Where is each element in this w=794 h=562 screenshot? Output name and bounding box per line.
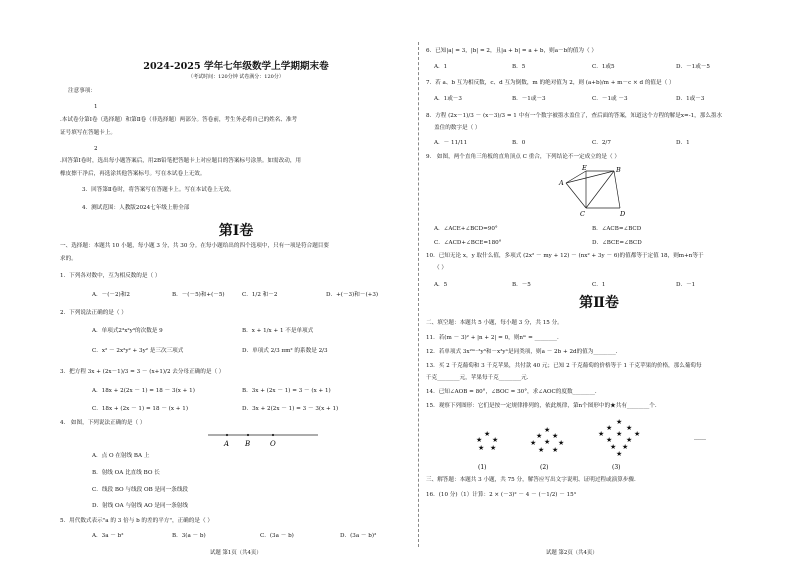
label-b: B — [616, 166, 621, 174]
left-page — [60, 0, 412, 562]
q6-option-c: C．1或5 — [592, 64, 615, 70]
q6-option-b: B．5 — [512, 64, 526, 70]
note-1-text: .本试卷分第Ⅰ卷（选择题）和第Ⅱ卷（非选择题）两部分。答卷前，考生务必将自己的姓名、准考 — [60, 117, 298, 123]
q8-stem: 8．方程 (2x－1)/3 － (x－3)/3 = 1 中有一个数字被墨水盖住了，查后面的答案，知道这个方程的解是x=-1，那么墨水 — [426, 113, 723, 119]
q3-stem: 3．把方程 3x + (2x－1)/3 = 3 － (x+1)/2 去分母正确的是（ ） — [60, 369, 225, 375]
q5-option-a: A．3a － b² — [92, 533, 124, 539]
q9-triangle-figure — [556, 163, 636, 219]
q1-stem: 1．下列各对数中，互为相反数的是（ ） — [60, 273, 161, 279]
q7-option-d: D．1或－3 — [676, 96, 705, 102]
q7-option-a: A．1或－3 — [434, 96, 462, 102]
notes-label: 注意事项： — [68, 88, 96, 94]
q8-option-d: D．1 — [676, 140, 690, 146]
q4-option-d: D．射线 OA 与射线 AO 是同一条射线 — [92, 503, 188, 509]
pattern-label-2: (2) — [540, 464, 549, 471]
star: ★ — [490, 444, 497, 452]
q7-option-b: B．－1或－3 — [512, 96, 546, 102]
q5-option-b: B．3(a － b) — [172, 533, 206, 539]
star: ★ — [552, 446, 559, 454]
star: ★ — [616, 430, 623, 438]
star: ★ — [622, 443, 629, 451]
q5-stem: 5．用代数式表示"a 的 3 倍与 b 的差的平方"，正确的是（ ） — [60, 518, 213, 524]
star: ★ — [478, 444, 485, 452]
star: ★ — [558, 439, 565, 447]
section2-intro: 二、填空题：本题共 5 小题，每小题 3 分，共 15 分。 — [426, 320, 563, 326]
q9-option-a: A．∠ACE+∠BCD=90° — [434, 226, 498, 232]
star: ★ — [552, 432, 559, 440]
page-divider — [418, 42, 419, 547]
q3-option-d: D．3x + 2(2x － 1) = 3 － 3(x + 1) — [242, 406, 339, 412]
q8-option-b: B．0 — [512, 140, 526, 146]
q12-stem: 12．若单项式 3x²ᵐ⁻³y³和－x³yⁿ是同类项，则a － 2b + 2d的值为________. — [426, 349, 618, 355]
q10-option-a: A．5 — [434, 282, 448, 288]
note-2-num: 2 — [94, 146, 98, 152]
note-1-num: 1 — [94, 104, 98, 110]
star: ★ — [606, 436, 613, 444]
q1-option-a: A．－(－2)和2 — [92, 292, 130, 298]
q16-stem: 16．(10 分)（1）计算：2 × (－3)² － 4 － (－1/2) － 15³ — [426, 492, 576, 498]
q2-stem: 2．下列说法正确的是（ ） — [60, 310, 127, 316]
point-a — [226, 434, 228, 436]
page-footer-left: 试题 第1页（共4页） — [210, 550, 262, 556]
note-2-cont: 橡皮擦干净后，再选涂其他答案标号。写在本试卷上无效。 — [60, 171, 206, 177]
q10-option-d: D．－1 — [676, 282, 696, 288]
star: ★ — [530, 439, 537, 447]
q5-option-d: D．(3a － b)² — [340, 533, 377, 539]
q3-option-a: A．18x + 2(2x － 1) = 18 － 3(x + 1) — [92, 388, 195, 394]
segment-ac — [566, 183, 586, 208]
star: ★ — [538, 446, 545, 454]
q1-option-d: D．+(－3)和－(+3) — [326, 292, 379, 298]
label-b: B — [245, 440, 251, 448]
q9-option-d: D．∠BCE=∠BCD — [592, 240, 642, 246]
note-2-text: .回答第Ⅰ卷时，选出每小题答案后，用2B铅笔把答题卡上对应题目的答案标号涂黑。如需改动，用 — [60, 158, 302, 164]
q7-option-c: C．－1或 －3 — [592, 96, 628, 102]
exam-title: 2024-2025 学年七年级数学上学期期末卷 — [143, 61, 329, 72]
star: ★ — [492, 436, 499, 444]
point-b — [247, 434, 249, 436]
q10-option-b: B．－5 — [512, 282, 531, 288]
q1-option-c: C．1/2 和－2 — [242, 292, 278, 298]
volume1-title: 第Ⅰ卷 — [218, 223, 254, 239]
note-4-text: 4．测试范围：人教版2024七年级上册全部 — [82, 205, 190, 211]
q4-option-b: B．射线 OA 比直线 BO 长 — [92, 470, 160, 476]
pattern-ellipsis: …… — [694, 435, 706, 442]
label-a: A — [559, 179, 564, 187]
q8-stem-cont: 盖住的数字是（ ） — [434, 125, 481, 131]
q3-option-b: B．3x + (2x － 1) = 3 － (x + 1) — [242, 388, 331, 394]
q9-option-b: B．∠ACB=∠BCD — [592, 226, 642, 232]
q13-stem-cont: 千克________元，苹果每千克________元. — [426, 375, 529, 381]
star: ★ — [626, 424, 633, 432]
segment-bc — [586, 171, 614, 208]
pattern-label-1: (1) — [478, 464, 487, 471]
star: ★ — [616, 450, 623, 458]
star: ★ — [616, 418, 623, 426]
star: ★ — [536, 432, 543, 440]
label-c: C — [580, 210, 585, 218]
label-o: O — [270, 440, 276, 448]
q10-option-c: C．1 — [592, 282, 606, 288]
q6-option-d: D．－1或－5 — [676, 64, 710, 70]
star: ★ — [598, 430, 605, 438]
q10-stem: 10．已知无论 x，y 取什么值，多项式 (2x² － my + 12) － (nx² + 3y － 6)的值都等于定值 18，则m+n等于 — [426, 253, 704, 259]
section1-intro: 一、选择题：本题共 10 小题，每小题 3 分，共 30 分。在每小题给出的四个选项中，只有一项是符合题目要 — [60, 243, 329, 249]
q2-option-c: C．x² － 2x²y² + 3y² 是三次三项式 — [92, 348, 184, 354]
star: ★ — [610, 443, 617, 451]
star: ★ — [476, 436, 483, 444]
note-3-text: 3．回答第Ⅱ卷时，将答案写在答题卡上。写在本试卷上无效。 — [82, 187, 235, 193]
segment-ae — [566, 171, 586, 183]
q11-stem: 11．若(m － 3)² + |n + 2| = 0，则nᵐ = ________. — [426, 335, 559, 341]
label-e: E — [582, 164, 587, 172]
segment-bd — [614, 171, 620, 208]
label-d: D — [620, 210, 626, 218]
q10-stem-cont: （ ） — [434, 265, 447, 271]
segment-ab — [566, 171, 614, 183]
note-1-cont: 证号填写在答题卡上。 — [60, 130, 116, 136]
right-page — [426, 0, 772, 562]
q5-option-c: C．(3a － b) — [260, 533, 294, 539]
section1-intro-cont: 求的。 — [60, 256, 77, 262]
page-footer-right: 试题 第2页（共4页） — [546, 550, 598, 556]
volume2-title: 第Ⅱ卷 — [579, 295, 619, 311]
star: ★ — [606, 424, 613, 432]
q2-option-a: A．单项式2³x²y³的次数是 9 — [92, 328, 163, 334]
star: ★ — [544, 438, 551, 446]
point-o — [272, 434, 274, 436]
q4-option-a: A．点 O 在射线 BA 上 — [92, 453, 150, 459]
q9-stem: 9． 如图，两个直角三角板的直角顶点 C 重合，下列结论不一定成立的是（ ） — [426, 154, 620, 160]
label-a: A — [224, 440, 230, 448]
star: ★ — [544, 426, 551, 434]
q15-star-patterns — [466, 412, 726, 472]
q4-stem: 4． 如图，下列说法正确的是（ ） — [60, 420, 146, 426]
q6-stem: 6．已知|a| = 3，|b| = 2，且|a + b| = a + b，则a－b的值为（ ） — [426, 48, 597, 54]
pattern-label-3: (3) — [612, 464, 621, 471]
q7-stem: 7．若 a、b 互为相反数，c、d 互为倒数，m 的绝对值为 2，则 (a+b)/m + m－c × d 的值是（ ） — [426, 80, 675, 86]
q8-option-a: A．－ 11/11 — [434, 140, 468, 146]
star: ★ — [634, 430, 641, 438]
q15-stem: 15．观察下列图形：它们是按一定规律排列的，依此规律，第n个图形中的★共有________个. — [426, 403, 657, 409]
q9-option-c: C．∠ACD+∠BCE=180° — [434, 240, 502, 246]
exam-subtitle: （考试时间：120分钟 试卷满分：120分） — [188, 74, 284, 80]
star: ★ — [484, 430, 491, 438]
q2-option-d: D．单项式 2/3 πm² 的系数是 2/3 — [242, 348, 328, 354]
q13-stem: 13．买 2 千克葡萄和 3 千克苹果，共付款 40 元；已知 2 千克葡萄的价格等于 1 千克苹果的价格，那么葡萄每 — [426, 363, 702, 369]
q4-line-figure — [208, 429, 318, 449]
q1-option-b: B．－(－5)和+(－5) — [172, 292, 225, 298]
q14-stem: 14．已知∠AOB = 80°，∠BOC = 30°，求∠AOC的度数________. — [426, 389, 597, 395]
q6-option-a: A．1 — [434, 64, 448, 70]
star: ★ — [626, 436, 633, 444]
q4-option-c: C．线段 BO 与线段 OB 是同一条线段 — [92, 487, 189, 493]
section3-intro: 三、解答题：本题共 3 小题，共 75 分，解答应写出文字说明、证明过程或演算步骤. — [426, 477, 636, 483]
q2-option-b: B．x + 1/x + 1 不是单项式 — [242, 328, 314, 334]
q3-option-c: C．18x + (2x － 1) = 18 － (x + 1) — [92, 406, 189, 412]
q8-option-c: C．2/7 — [592, 140, 611, 146]
